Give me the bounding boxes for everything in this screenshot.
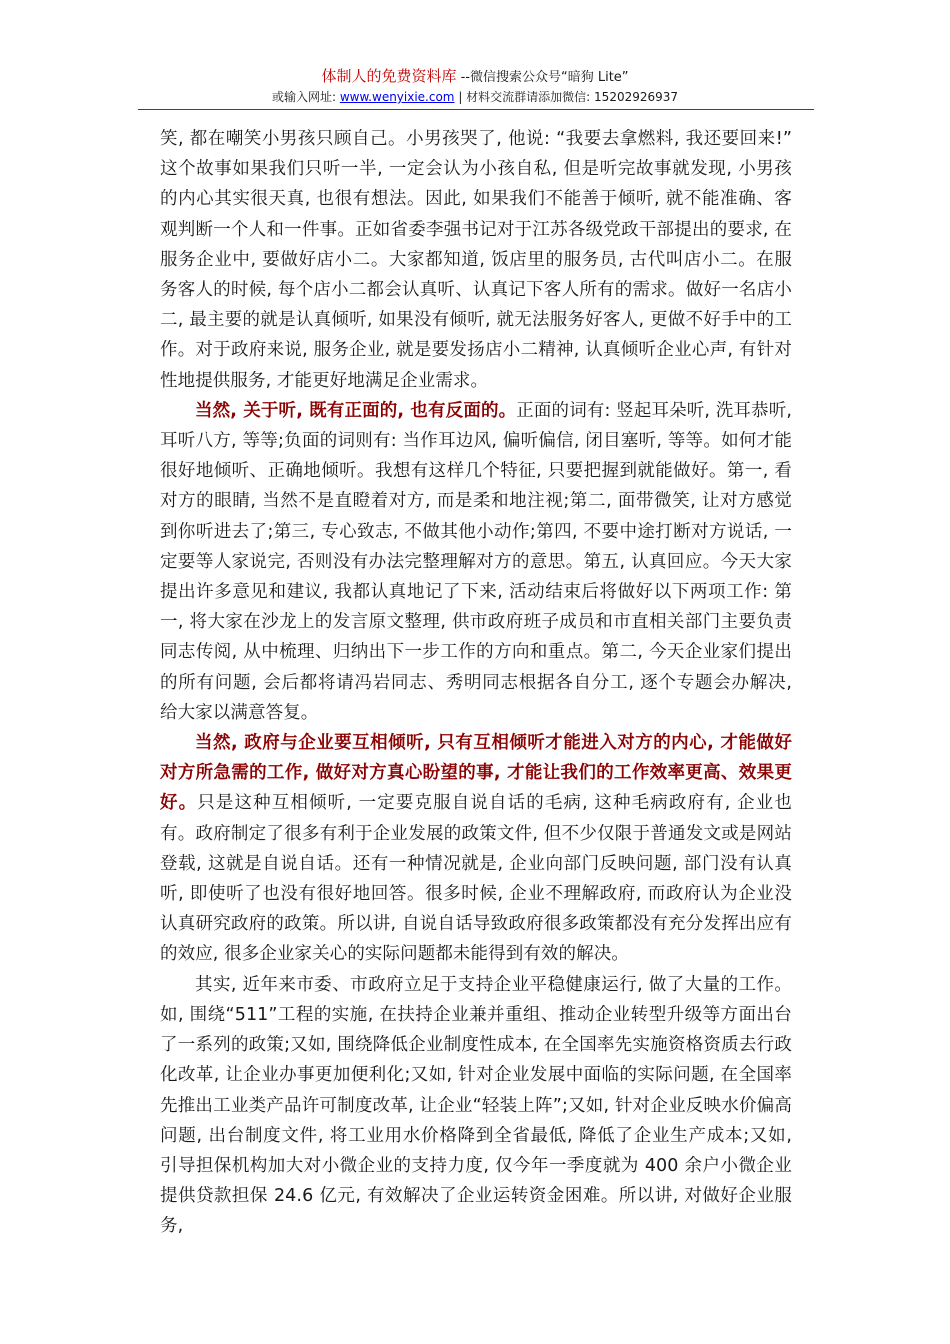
website-link[interactable]: www.wenyixie.com	[339, 90, 455, 104]
paragraph-1: 笑, 都在嘲笑小男孩只顾自己。小男孩哭了, 他说: “我要去拿燃料, 我还要回来!” 这个故事如果我们只听一半, 一定会认为小孩自私, 但是听完故事就发现, 小男孩的内心其实很天真, 也很有想法。因此, 如果我们不能善于倾听, 就不能准确、客观判断一个人和一件事。正如省委李强书记对于江苏各级党政干部提出的要求, 在服务企业中, 要做好店小二。大家都知道, 饭店里的服务员, 古代叫店小二。在服务客人的时候, 每个店小二都会认真听、认真记下客人所有的需求。做好一名店小二, 最主要的就是认真倾听, 如果没有倾听, 就无法服务好客人, 更做不好手中的工作。对于政府来说, 服务企业, 就是要发扬店小二精神, 认真倾听企业心声, 有针对性地提供服务, 才能更好地满足企业需求。	[160, 129, 792, 391]
paragraph-2	[160, 396, 792, 728]
document-body	[160, 124, 792, 1242]
paragraph-3-text: 只是这种互相倾听, 一定要克服自说自话的毛病, 这种毛病政府有, 企业也有。政府制定了很多有利于企业发展的政策文件, 但不少仅限于普通发文或是网站登载, 这就是自说自话。还有一种情况就是, 企业向部门反映问题, 部门没有认真听, 即使听了也没有很好地回答。很多时候, 企业不理解政府, 而政府认为企业没认真研究政府的政策。所以讲, 自说自话导致政府很多政策都没有充分发挥出应有的效应, 很多企业家关心的实际问题都未能得到有效的解决。	[160, 793, 792, 965]
page-header	[0, 66, 950, 106]
paragraph-2-text: 正面的词有: 竖起耳朵听, 洗耳恭听, 耳听八方, 等等;负面的词则有: 当作耳边风, 偏听偏信, 闭目塞听, 等等。如何才能很好地倾听、正确地倾听。我想有这样几个特征, 只要把握到就能做好。第一, 看对方的眼睛, 当然不是直瞪着对方, 而是柔和地注视;第二, 面带微笑, 让对方感觉到你听进去了;第三, 专心致志, 不做其他小动作;第四, 不要中途打断对方说话, 一定要等人家说完, 否则没有办法完整理解对方的意思。第五, 认真回应。今天大家提出许多意见和建议, 我都认真地记了下来, 活动结束后将做好以下两项工作: 第一, 将大家在沙龙上的发言原文整理, 供市政府班子成员和市直相关部门主要负责同志传阅, 从中梳理、归纳出下一步工作的方向和重点。第二, 今天企业家们提出的所有问题, 会后都将请冯岩同志、秀明同志根据各自分工, 逐个专题会办解决, 给大家以满意答复。	[160, 400, 793, 723]
header-contact-line	[0, 88, 950, 106]
paragraph-3	[160, 728, 792, 970]
url-prefix: 或输入网址:	[271, 90, 337, 104]
header-title-line	[0, 66, 950, 88]
contact-info: | 材料交流群请添加微信: 15202926937	[458, 90, 679, 104]
paragraph-2-emphasis: 当然, 关于听, 既有正面的, 也有反面的。	[195, 400, 517, 421]
paragraph-4: 其实, 近年来市委、市政府立足于支持企业平稳健康运行, 做了大量的工作。如, 围绕“511”工程的实施, 在扶持企业兼并重组、推动企业转型升级等方面出台了一系列的政策;又如, 围绕降低企业制度性成本, 在全国率先实施资格资质去行政化改革, 让企业办事更加便利化;又如, 针对企业发展中面临的实际问题, 在全国率先推出工业类产品许可制度改革, 让企业“轻装上阵”;又如, 针对企业反映水价偏高问题, 出台制度文件, 将工业用水价格降到全省最低, 降低了企业生产成本;又如, 引导担保机构加大对小微企业的支持力度, 仅今年一季度就为 400 余户小微企业提供贷款担保 24.6 亿元, 有效解决了企业运转资金困难。所以讲, 对做好企业服务,	[160, 974, 792, 1237]
paragraph-3-emphasis: 当然, 政府与企业要互相倾听, 只有互相倾听才能进入对方的内心, 才能做好对方所急需的工作, 做好对方真心盼望的事, 才能让我们的工作效率更高、效果更好。	[160, 733, 792, 814]
header-divider	[138, 109, 814, 110]
header-tagline: --微信搜索公众号“暗狗 Lite”	[460, 70, 629, 85]
brand-name: 体制人的免费资料库	[321, 67, 457, 85]
